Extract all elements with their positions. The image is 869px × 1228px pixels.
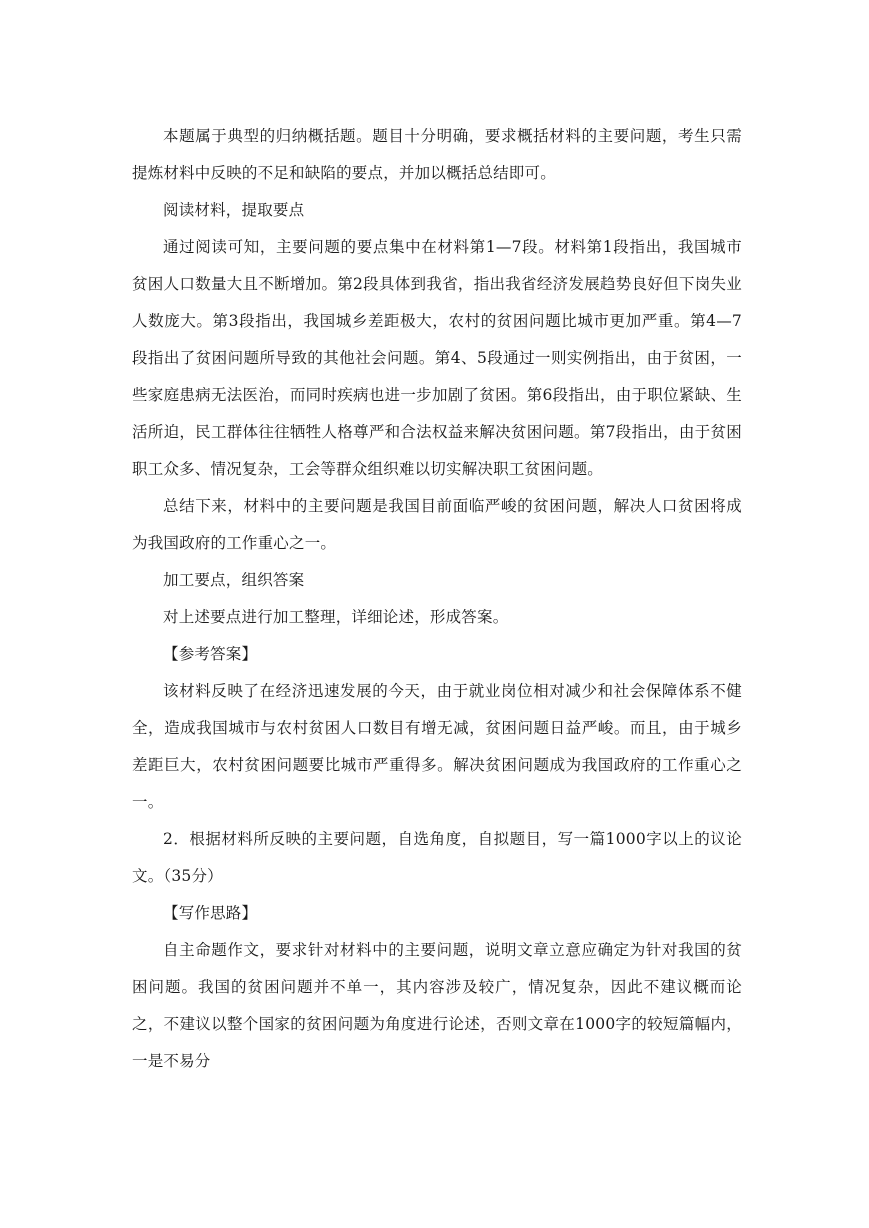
reference-answer-heading: 【参考答案】 — [163, 645, 258, 663]
document-body — [132, 118, 742, 1080]
paragraph-process: 对上述要点进行加工整理，详细论述，形成答案。 — [163, 608, 509, 626]
writing-approach-text: 自主命题作文，要求针对材料中的主要问题，说明文章立意应确定为针对我国的贫困问题。我国的贫困问题并不单一，其内容涉及较广，情况复杂，因此不建议概而论之，不建议以整个国家的贫困问题为角度进行论述，否则文章在1000字的较短篇幅内，一是不易分 — [132, 941, 742, 1070]
question-2: 2．根据材料所反映的主要问题，自选角度，自拟题目，写一篇1000字以上的议论文。（35分） — [132, 830, 742, 885]
paragraph-summary: 总结下来，材料中的主要问题是我国目前面临严峻的贫困问题，解决人口贫困将成为我国政府的工作重心之一。 — [132, 497, 742, 552]
reference-answer-text: 该材料反映了在经济迅速发展的今天，由于就业岗位相对减少和社会保障体系不健全，造成我国城市与农村贫困人口数目有增无减，贫困问题日益严峻。而且，由于城乡差距巨大，农村贫困问题要比城市严重得多。解决贫困问题成为我国政府的工作重心之一。 — [132, 682, 742, 811]
writing-approach-heading: 【写作思路】 — [163, 904, 258, 922]
step-heading-read: 阅读材料，提取要点 — [163, 201, 305, 219]
step-heading-process: 加工要点，组织答案 — [163, 571, 305, 589]
paragraph-analysis: 通过阅读可知，主要问题的要点集中在材料第1—7段。材料第1段指出，我国城市贫困人口数量大且不断增加。第2段具体到我省，指出我省经济发展趋势良好但下岗失业人数庞大。第3段指出，我国城乡差距极大，农村的贫困问题比城市更加严重。第4—7段指出了贫困问题所导致的其他社会问题。第4、5段通过一则实例指出，由于贫困，一些家庭患病无法医治，而同时疾病也进一步加剧了贫困。第6段指出，由于职位紧缺、生活所迫，民工群体往往牺牲人格尊严和合法权益来解决贫困问题。第7段指出，由于贫困职工众多、情况复杂，工会等群众组织难以切实解决职工贫困问题。 — [132, 238, 742, 478]
paragraph-intro: 本题属于典型的归纳概括题。题目十分明确，要求概括材料的主要问题，考生只需提炼材料中反映的不足和缺陷的要点，并加以概括总结即可。 — [132, 127, 742, 182]
